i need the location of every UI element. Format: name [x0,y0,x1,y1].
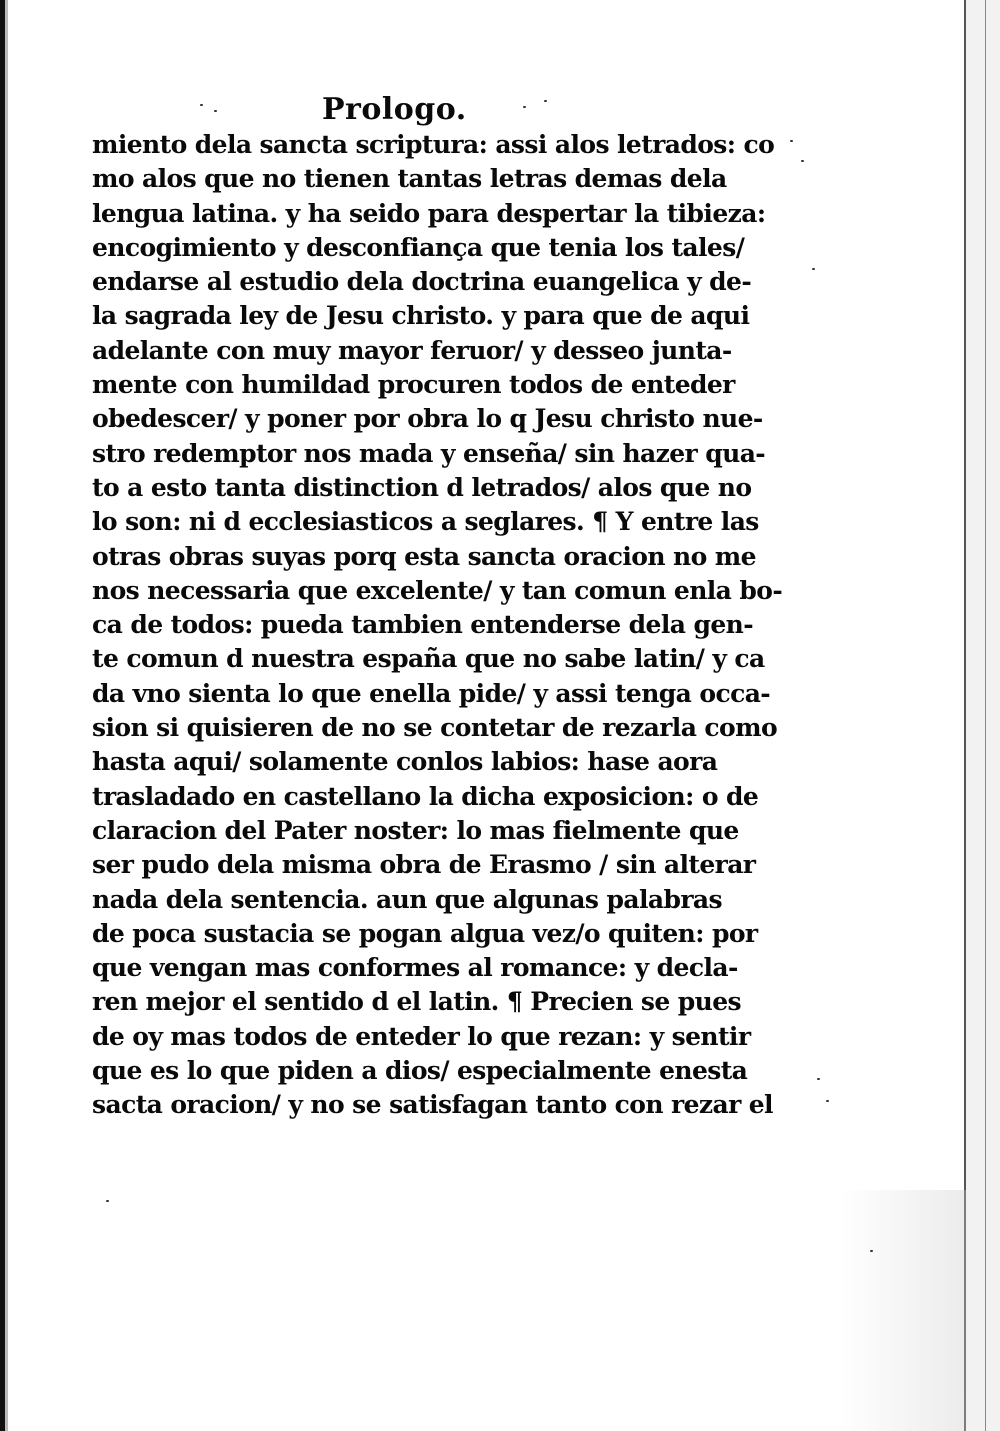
scan-speck [817,1078,820,1080]
text-line: endarse al estudio dela doctrina euangelica y de- [92,267,752,297]
text-line: mente con humildad procuren todos de enteder [92,370,735,400]
text-line: otras obras suyas porq esta sancta oracion no me [92,541,756,571]
scan-speck [544,100,547,102]
text-line: nada dela sentencia. aun que algunas palabras [92,884,722,914]
text-line: de oy mas todos de enteder lo que rezan: y sentir [92,1021,751,1051]
text-line: mo alos que no tienen tantas letras demas dela [92,164,727,194]
text-line: miento dela sancta scriptura: assi alos letrados: co [92,130,775,159]
text-line: obedescer/ y poner por obra lo q Jesu christo nue- [92,404,763,434]
text-line: que vengan mas conformes al romance: y decla- [92,953,738,983]
text-line: te comun d nuestra españa que no sabe latin/ y ca [92,644,765,674]
page-edge-line [985,0,986,1431]
scan-left-shadow [5,0,8,1431]
scan-speck [870,1250,873,1252]
page-right-margin [964,0,1000,1431]
scan-speck [801,160,804,162]
text-line: sion si quisieren de no se contetar de rezarla como [92,713,778,743]
text-line: stro redemptor nos mada y enseña/ sin hazer qua- [92,438,766,468]
scan-speck [826,1100,829,1102]
text-line: trasladado en castellano la dicha exposicion: o de [92,781,759,811]
scan-speck [106,1200,109,1202]
text-line: ca de todos: pueda tambien entenderse dela gen- [92,610,753,640]
text-line: adelante con muy mayor feruor/ y desseo junta- [92,335,732,365]
text-line: da vno sienta lo que enella pide/ y assi tenga occa- [92,678,771,708]
text-line: sacta oracion/ y no se satisfagan tanto con rezar el [92,1090,773,1120]
text-line: que es lo que piden a dios/ especialmente enesta [92,1056,748,1086]
scan-speck [523,106,526,108]
text-line: lengua latina. y ha seido para despertar la tibieza: [92,198,766,228]
text-line: ser pudo dela misma obra de Erasmo / sin alterar [92,850,756,880]
scan-speck [790,140,793,142]
text-line: to a esto tanta distinction d letrados/ alos que no [92,472,752,502]
text-line: ren mejor el sentido d el latin. ¶ Precien se pues [92,987,742,1017]
text-line: nos necessaria que excelente/ y tan comun enla bo- [92,575,783,605]
scan-speck [200,104,203,106]
text-line: de poca sustacia se pogan algua vez/o quiten: por [92,918,758,948]
text-line: claracion del Pater noster: lo mas fielmente que [92,815,739,845]
text-line: la sagrada ley de Jesu christo. y para que de aqui [92,301,750,331]
page-header: Prologo. [322,92,467,127]
text-line: hasta aqui/ solamente conlos labios: hase aora [92,747,718,777]
paper-shading [840,1190,966,1431]
body-text [92,128,782,1123]
scan-speck [812,268,815,270]
scan-speck [214,110,217,112]
text-line: encogimiento y desconfiança que tenia los tales/ [92,232,745,262]
text-line: lo son: ni d ecclesiasticos a seglares. ¶ Y entre las [92,507,759,537]
